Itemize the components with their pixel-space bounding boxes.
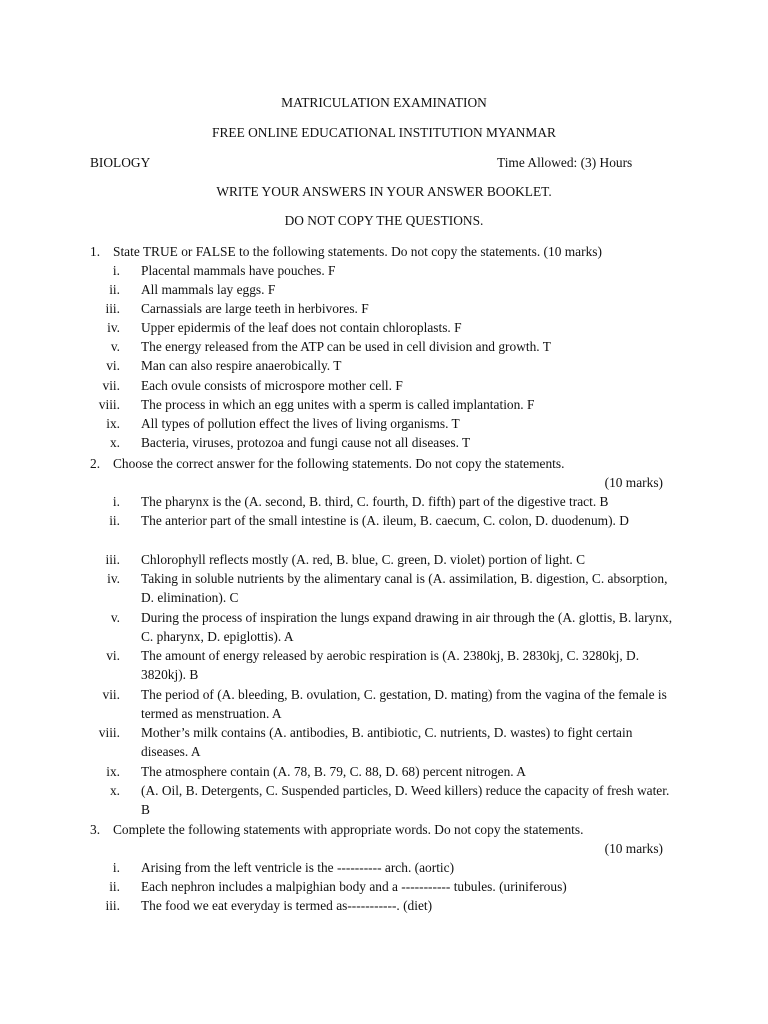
item-text: The atmosphere contain (A. 78, B. 79, C. 88, D. 68) percent nitrogen. A bbox=[141, 764, 526, 779]
item-numeral: i. bbox=[112, 494, 120, 509]
item-numeral: v. bbox=[110, 339, 120, 354]
item-text: The food we eat everyday is termed as-----------. (diet) bbox=[141, 898, 433, 913]
question-number: 2. bbox=[90, 456, 101, 471]
exam-title: MATRICULATION EXAMINATION bbox=[281, 95, 487, 110]
item-text: During the process of inspiration the lungs expand drawing in air through the (A. glottis, B. larynx, C. pharynx, D. epiglottis). A bbox=[141, 610, 673, 645]
question-3 bbox=[90, 820, 680, 839]
item-text: The period of (A. bleeding, B. ovulation, C. gestation, D. mating) from the vagina of the female is termed as menstruation. A bbox=[141, 687, 667, 722]
question-2 bbox=[90, 454, 680, 473]
item-numeral: v. bbox=[110, 610, 120, 625]
instruction-answer-booklet: WRITE YOUR ANSWERS IN YOUR ANSWER BOOKLET. bbox=[216, 184, 552, 199]
item-numeral: vi. bbox=[106, 358, 120, 373]
item-text: The amount of energy released by aerobic respiration is (A. 2380kj, B. 2830kj, C. 3280kj, D. 3820kj). B bbox=[141, 648, 640, 683]
item-numeral: x. bbox=[109, 435, 120, 450]
question-marks: (10 marks) bbox=[604, 475, 663, 490]
question-number: 1. bbox=[90, 244, 101, 259]
item-numeral: iii. bbox=[105, 898, 120, 913]
time-allowed: Time Allowed: (3) Hours bbox=[497, 155, 633, 170]
item-text: Each nephron includes a malpighian body and a ----------- tubules. (uriniferous) bbox=[141, 879, 567, 894]
item-numeral: ii. bbox=[109, 282, 120, 297]
item-numeral: viii. bbox=[98, 725, 120, 740]
instruction-no-copy: DO NOT COPY THE QUESTIONS. bbox=[284, 213, 484, 228]
item-text: The energy released from the ATP can be used in cell division and growth. T bbox=[141, 339, 551, 354]
item-numeral: vi. bbox=[106, 648, 120, 663]
item-text: Carnassials are large teeth in herbivores. F bbox=[141, 301, 369, 316]
item-text: Each ovule consists of microspore mother cell. F bbox=[141, 378, 403, 393]
item-text: The process in which an egg unites with a sperm is called implantation. F bbox=[141, 397, 535, 412]
item-text: Mother’s milk contains (A. antibodies, B. antibiotic, C. nutrients, D. wastes) to fight certain diseases. A bbox=[141, 725, 633, 760]
item-numeral: viii. bbox=[98, 397, 120, 412]
item-numeral: vii. bbox=[102, 687, 120, 702]
item-numeral: iv. bbox=[107, 320, 120, 335]
item-text: Upper epidermis of the leaf does not contain chloroplasts. F bbox=[141, 320, 462, 335]
item-text: All types of pollution effect the lives of living organisms. T bbox=[141, 416, 460, 431]
item-numeral: iii. bbox=[105, 301, 120, 316]
item-text: Bacteria, viruses, protozoa and fungi cause not all diseases. T bbox=[141, 435, 471, 450]
question-1 bbox=[90, 242, 680, 261]
item-numeral: vii. bbox=[102, 378, 120, 393]
item-numeral: ii. bbox=[109, 513, 120, 528]
item-text: Placental mammals have pouches. F bbox=[141, 263, 336, 278]
item-numeral: i. bbox=[112, 263, 120, 278]
item-text: Man can also respire anaerobically. T bbox=[141, 358, 342, 373]
subject-label: BIOLOGY bbox=[90, 155, 151, 170]
item-text: All mammals lay eggs. F bbox=[141, 282, 276, 297]
item-numeral: x. bbox=[109, 783, 120, 798]
item-text: Chlorophyll reflects mostly (A. red, B. blue, C. green, D. violet) portion of light. C bbox=[141, 552, 586, 567]
institution-name: FREE ONLINE EDUCATIONAL INSTITUTION MYANMAR bbox=[212, 125, 556, 140]
item-numeral: ii. bbox=[109, 879, 120, 894]
question-marks: (10 marks) bbox=[604, 841, 663, 856]
question-number: 3. bbox=[90, 822, 101, 837]
item-text: The pharynx is the (A. second, B. third, C. fourth, D. fifth) part of the digestive tract. B bbox=[141, 494, 609, 509]
item-numeral: iii. bbox=[105, 552, 120, 567]
question-prompt: State TRUE or FALSE to the following statements. Do not copy the statements. (10 marks) bbox=[113, 244, 602, 259]
item-numeral: i. bbox=[112, 860, 120, 875]
question-prompt: Choose the correct answer for the following statements. Do not copy the statements. bbox=[113, 456, 565, 471]
item-text: The anterior part of the small intestine is (A. ileum, B. caecum, C. colon, D. duodenum). D bbox=[141, 513, 629, 528]
question-prompt: Complete the following statements with appropriate words. Do not copy the statements. bbox=[113, 822, 584, 837]
item-numeral: ix. bbox=[106, 416, 120, 431]
item-numeral: iv. bbox=[107, 571, 120, 586]
item-numeral: ix. bbox=[106, 764, 120, 779]
item-text: Taking in soluble nutrients by the alimentary canal is (A. assimilation, B. digestion, C. absorption, D. elimination). C bbox=[141, 571, 668, 606]
item-text: (A. Oil, B. Detergents, C. Suspended particles, D. Weed killers) reduce the capacity of fresh water. B bbox=[141, 783, 670, 818]
item-text: Arising from the left ventricle is the ---------- arch. (aortic) bbox=[141, 860, 455, 875]
